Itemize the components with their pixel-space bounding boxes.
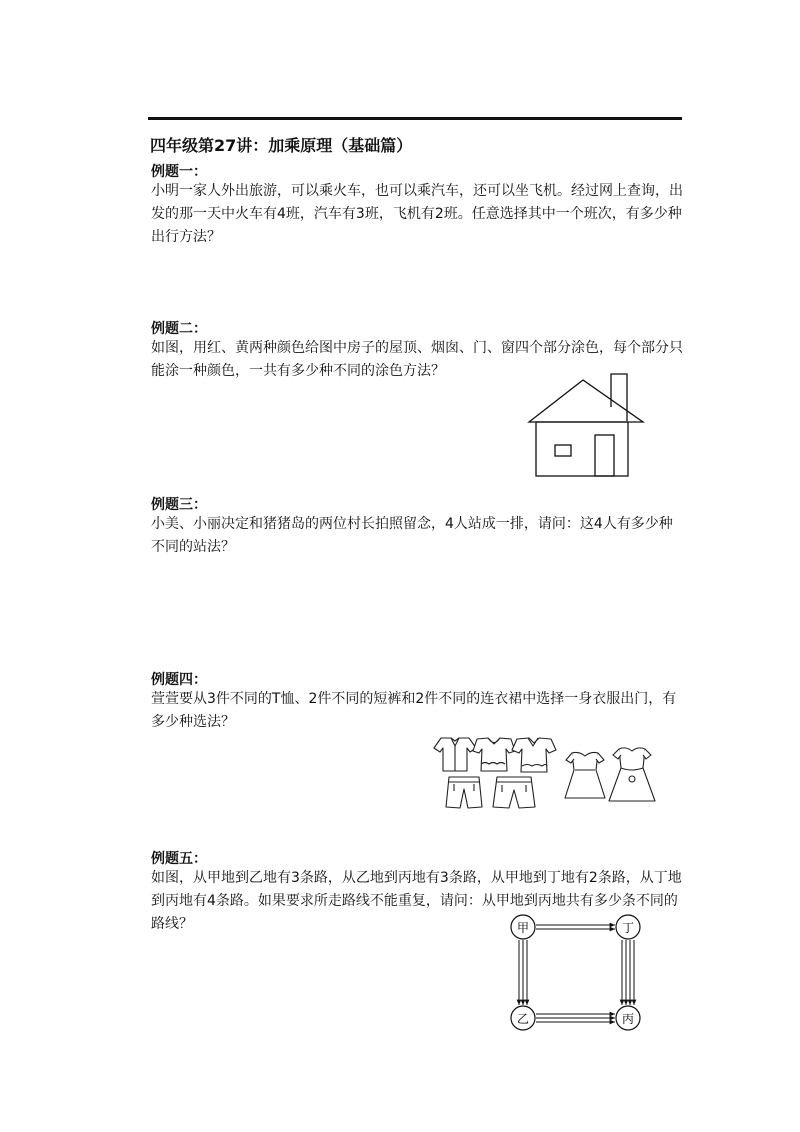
- example-2-line: 如图，用红、黄两种颜色给图中房子的屋顶、烟囱、门、窗四个部分涂色，每个部分只: [151, 340, 683, 356]
- example-2-line: 能涂一种颜色，一共有多少种不同的涂色方法？: [151, 363, 445, 379]
- example-4-line: 萱萱要从3件不同的T恤、2件不同的短裤和2件不同的连衣裙中选择一身衣服出门，有: [151, 691, 677, 707]
- example-3-line: 小美、小丽决定和猪猪岛的两位村长拍照留念，4人站成一排，请问：这4人有多少种: [151, 516, 673, 532]
- tshirt-3-icon: [512, 738, 556, 772]
- dress-2-icon: [609, 748, 655, 801]
- tshirt-2-icon: [473, 738, 515, 771]
- example-5-heading: 例题五：: [151, 851, 207, 867]
- example-1-line: 出行方法？: [151, 229, 221, 245]
- house-door: [595, 435, 614, 476]
- clothes-figure: [425, 735, 665, 815]
- node-bing: [616, 1006, 640, 1030]
- house-chimney: [611, 374, 627, 421]
- example-3-heading: 例题三：: [151, 497, 207, 513]
- example-5-line: 到丙地有4条路。如果要求所走路线不能重复，请问：从甲地到丙地共有多少条不同的: [151, 893, 678, 909]
- example-1-line: 发的那一天中火车有4班，汽车有3班，飞机有2班。任意选择其中一个班次，有多少种: [151, 206, 682, 222]
- house-figure: [520, 368, 660, 483]
- example-1-line: 小明一家人外出旅游，可以乘火车，也可以乘汽车，还可以坐飞机。经过网上查询，出: [151, 183, 683, 199]
- example-2-heading: 例题二：: [151, 321, 207, 337]
- example-3-text: [151, 513, 696, 559]
- route-diagram: [500, 908, 660, 1038]
- node-ding-label: 丁: [621, 921, 635, 935]
- tshirt-1-icon: [434, 738, 476, 771]
- node-jia-label: 甲: [516, 921, 530, 935]
- dress-1-icon: [565, 752, 605, 798]
- shorts-1-icon: [446, 777, 482, 808]
- example-5-line: 路线？: [151, 916, 193, 932]
- example-5-line: 如图，从甲地到乙地有3条路，从乙地到丙地有3条路，从甲地到丁地有2条路，从丁地: [151, 870, 682, 886]
- example-4-text: [151, 688, 696, 734]
- node-ding: [616, 915, 640, 939]
- house-window: [555, 445, 571, 456]
- example-4-line: 多少种选法？: [151, 714, 235, 730]
- top-rule: [148, 117, 682, 120]
- example-4-heading: 例题四：: [151, 672, 207, 688]
- example-1-heading: 例题一：: [151, 164, 207, 180]
- house-roof: [529, 380, 643, 422]
- page-title: 四年级第27讲：加乘原理（基础篇）: [150, 136, 413, 155]
- node-yi: [511, 1006, 535, 1030]
- node-bing-label: 丙: [621, 1012, 635, 1026]
- example-3-line: 不同的站法？: [151, 539, 235, 555]
- node-yi-label: 乙: [516, 1012, 530, 1026]
- shorts-2-icon: [493, 777, 535, 808]
- node-jia: [511, 915, 535, 939]
- example-1-text: [151, 180, 696, 249]
